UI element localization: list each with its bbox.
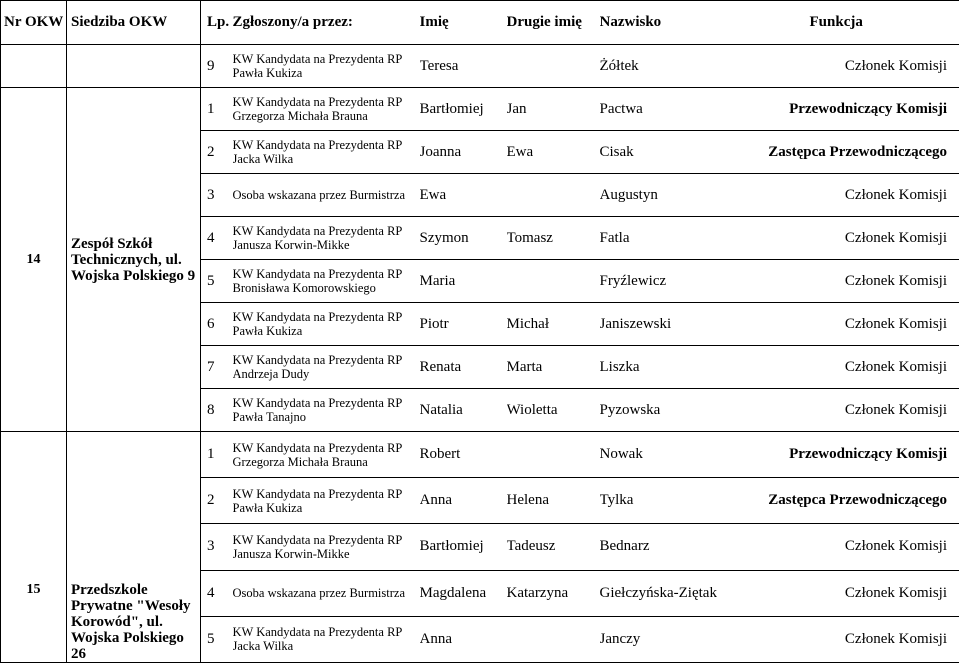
submitted-by: [233, 389, 420, 432]
submitted-by: [233, 432, 420, 478]
last-name: Augustyn: [600, 174, 760, 217]
submitted-by: [233, 88, 420, 131]
second-name: [507, 432, 600, 478]
row-number: 5: [201, 616, 233, 662]
first-name: Szymon: [420, 217, 507, 260]
last-name: Żółtek: [600, 45, 760, 88]
submitted-by-line1: KW Kandydata na Prezydenta RP: [233, 267, 420, 281]
submitted-by-line1: KW Kandydata na Prezydenta RP: [233, 353, 420, 367]
submitted-by-line2: Bronisława Komorowskiego: [233, 281, 420, 295]
last-name: Giełczyńska-Ziętak: [600, 570, 760, 616]
submitted-by-line2: Grzegorza Michała Brauna: [233, 109, 420, 123]
submitted-by-line2: Pawła Tanajno: [233, 410, 420, 424]
okw-number: 15: [1, 432, 67, 663]
submitted-by: [233, 346, 420, 389]
submitted-by-line1: Osoba wskazana przez Burmistrza: [233, 586, 420, 600]
first-name: Renata: [420, 346, 507, 389]
header-nr-okw: Nr OKW: [1, 1, 67, 45]
row-number: 6: [201, 303, 233, 346]
second-name: Jan: [507, 88, 600, 131]
submitted-by-line2: Jacka Wilka: [233, 152, 420, 166]
table-row: [1, 88, 959, 131]
submitted-by-line1: KW Kandydata na Prezydenta RP: [233, 625, 420, 639]
role: Członek Komisji: [760, 524, 959, 570]
row-number: 4: [201, 217, 233, 260]
last-name: Bednarz: [600, 524, 760, 570]
submitted-by: [233, 131, 420, 174]
submitted-by-line2: Pawła Kukiza: [233, 501, 420, 515]
first-name: Robert: [420, 432, 507, 478]
submitted-by: [233, 303, 420, 346]
submitted-by-line1: KW Kandydata na Prezydenta RP: [233, 487, 420, 501]
first-name: Bartłomiej: [420, 524, 507, 570]
role: Zastępca Przewodniczącego: [760, 131, 959, 174]
submitted-by: [233, 570, 420, 616]
submitted-by-line2: Pawła Kukiza: [233, 324, 420, 338]
submitted-by-line1: KW Kandydata na Prezydenta RP: [233, 224, 420, 238]
submitted-by-line1: KW Kandydata na Prezydenta RP: [233, 52, 420, 66]
last-name: Fatla: [600, 217, 760, 260]
role: Członek Komisji: [760, 45, 959, 88]
submitted-by-line2: Pawła Kukiza: [233, 66, 420, 80]
submitted-by: [233, 260, 420, 303]
second-name: Marta: [507, 346, 600, 389]
role: Zastępca Przewodniczącego: [760, 478, 959, 524]
row-number: 3: [201, 174, 233, 217]
header-drugie-imie: Drugie imię: [507, 1, 600, 45]
first-name: Maria: [420, 260, 507, 303]
submitted-by: [233, 524, 420, 570]
second-name: [507, 45, 600, 88]
first-name: Natalia: [420, 389, 507, 432]
header-row: [1, 1, 959, 45]
header-nazwisko: Nazwisko: [600, 1, 760, 45]
submitted-by-line2: Grzegorza Michała Brauna: [233, 455, 420, 469]
second-name: Ewa: [507, 131, 600, 174]
table-row: [1, 432, 959, 478]
okw-number-cell: [1, 45, 67, 88]
first-name: Piotr: [420, 303, 507, 346]
second-name: Katarzyna: [507, 570, 600, 616]
role: Członek Komisji: [760, 260, 959, 303]
role: Członek Komisji: [760, 217, 959, 260]
submitted-by: [233, 217, 420, 260]
last-name: Janiszewski: [600, 303, 760, 346]
last-name: Fryźlewicz: [600, 260, 760, 303]
submitted-by-line1: KW Kandydata na Prezydenta RP: [233, 95, 420, 109]
header-funkcja: Funkcja: [760, 1, 959, 45]
row-number: 7: [201, 346, 233, 389]
table-row: [1, 45, 959, 88]
first-name: Magdalena: [420, 570, 507, 616]
okw-seat: Przedszkole Prywatne "Wesoły Korowód", ul. Wojska Polskiego 26: [67, 432, 201, 663]
row-number: 1: [201, 432, 233, 478]
first-name: Bartłomiej: [420, 88, 507, 131]
row-number: 5: [201, 260, 233, 303]
row-number: 2: [201, 478, 233, 524]
header-siedziba: Siedziba OKW: [67, 1, 201, 45]
row-number: 4: [201, 570, 233, 616]
last-name: Nowak: [600, 432, 760, 478]
role: Przewodniczący Komisji: [760, 88, 959, 131]
submitted-by: [233, 45, 420, 88]
okw-number: 14: [1, 88, 67, 432]
row-number: 9: [201, 45, 233, 88]
row-number: 3: [201, 524, 233, 570]
first-name: Joanna: [420, 131, 507, 174]
second-name: Wioletta: [507, 389, 600, 432]
okw-seat-cell: [67, 45, 201, 88]
second-name: [507, 616, 600, 662]
row-number: 2: [201, 131, 233, 174]
second-name: Tadeusz: [507, 524, 600, 570]
submitted-by-line2: Janusza Korwin-Mikke: [233, 547, 420, 561]
second-name: Helena: [507, 478, 600, 524]
submitted-by-line1: Osoba wskazana przez Burmistrza: [233, 188, 420, 202]
role: Przewodniczący Komisji: [760, 432, 959, 478]
last-name: Pactwa: [600, 88, 760, 131]
second-name: [507, 260, 600, 303]
submitted-by-line1: KW Kandydata na Prezydenta RP: [233, 533, 420, 547]
last-name: Tylka: [600, 478, 760, 524]
role: Członek Komisji: [760, 570, 959, 616]
submitted-by-line2: Janusza Korwin-Mikke: [233, 238, 420, 252]
last-name: Janczy: [600, 616, 760, 662]
submitted-by-line1: KW Kandydata na Prezydenta RP: [233, 310, 420, 324]
last-name: Liszka: [600, 346, 760, 389]
okw-seat: Zespół Szkół Technicznych, ul. Wojska Polskiego 9: [67, 88, 201, 432]
first-name: Teresa: [420, 45, 507, 88]
last-name: Cisak: [600, 131, 760, 174]
role: Członek Komisji: [760, 303, 959, 346]
header-imie: Imię: [420, 1, 507, 45]
submitted-by: [233, 616, 420, 662]
row-number: 8: [201, 389, 233, 432]
submitted-by-line1: KW Kandydata na Prezydenta RP: [233, 138, 420, 152]
first-name: Anna: [420, 478, 507, 524]
first-name: Anna: [420, 616, 507, 662]
submitted-by-line1: KW Kandydata na Prezydenta RP: [233, 396, 420, 410]
first-name: Ewa: [420, 174, 507, 217]
role: Członek Komisji: [760, 389, 959, 432]
role: Członek Komisji: [760, 346, 959, 389]
submitted-by: [233, 478, 420, 524]
submitted-by-line1: KW Kandydata na Prezydenta RP: [233, 441, 420, 455]
submitted-by: [233, 174, 420, 217]
header-lp: Lp.: [201, 1, 233, 45]
role: Członek Komisji: [760, 616, 959, 662]
second-name: Michał: [507, 303, 600, 346]
submitted-by-line2: Jacka Wilka: [233, 639, 420, 653]
second-name: [507, 174, 600, 217]
header-zgloszony: Zgłoszony/a przez:: [233, 1, 420, 45]
second-name: Tomasz: [507, 217, 600, 260]
row-number: 1: [201, 88, 233, 131]
last-name: Pyzowska: [600, 389, 760, 432]
role: Członek Komisji: [760, 174, 959, 217]
submitted-by-line2: Andrzeja Dudy: [233, 367, 420, 381]
